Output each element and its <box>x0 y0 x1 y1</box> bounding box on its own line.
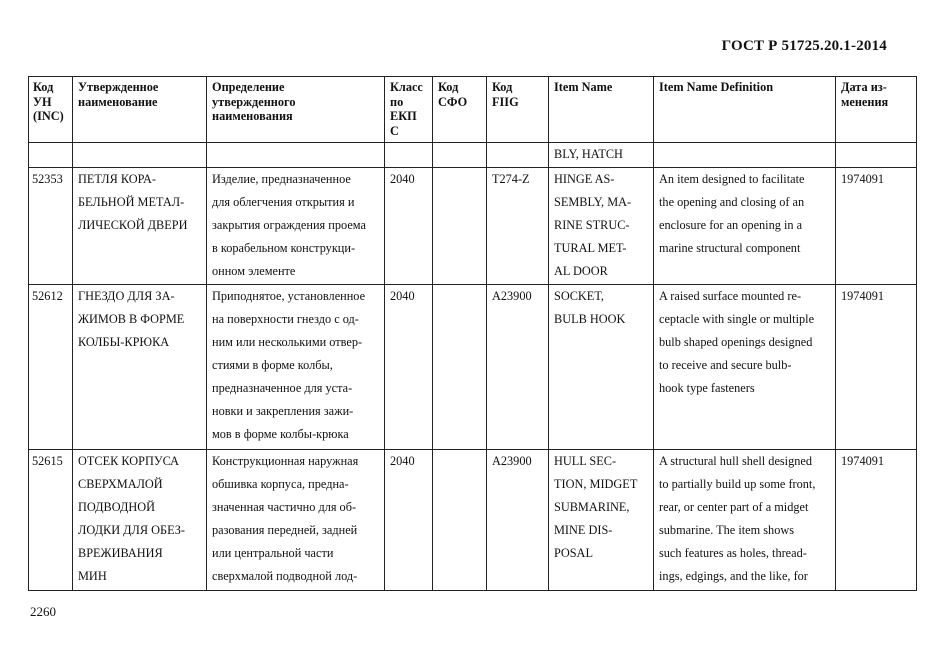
cell-inc: 52612 <box>29 285 73 450</box>
table-row <box>29 285 917 450</box>
cell-fiig: A23900 <box>487 285 549 450</box>
document-code: ГОСТ Р 51725.20.1-2014 <box>721 38 887 54</box>
cell-approved-name: ГНЕЗДО ДЛЯ ЗА- ЖИМОВ В ФОРМЕ КОЛБЫ-КРЮКА <box>73 285 207 450</box>
cell-approved-name: ОТСЕК КОРПУСА СВЕРХМАЛОЙ ПОДВОДНОЙ ЛОДКИ ДЛЯ ОБЕЗ- ВРЕЖИВАНИЯ МИН <box>73 450 207 591</box>
cell <box>207 143 385 168</box>
cell-sfo <box>433 285 487 450</box>
cell-item-name: HINGE AS- SEMBLY, MA- RINE STRUC- TURAL MET- AL DOOR <box>549 168 654 285</box>
cell-inc: 52353 <box>29 168 73 285</box>
col-header-definition: Определение утвержденного наименования <box>207 77 385 143</box>
cell-inc: 52615 <box>29 450 73 591</box>
cell-class: 2040 <box>385 168 433 285</box>
cell <box>654 143 836 168</box>
cell-class: 2040 <box>385 450 433 591</box>
col-header-sfo: Код СФО <box>433 77 487 143</box>
cell-definition: Изделие, предназначенное для облегчения открытия и закрытия ограждения проема в корабельном конструкци- онном элементе <box>207 168 385 285</box>
cell-item-definition: A raised surface mounted re- ceptacle with single or multiple bulb shaped openings designed to receive and secure bulb- hook type fasteners <box>654 285 836 450</box>
cell-item-definition: An item designed to facilitate the opening and closing of an enclosure for an opening in a marine structural component <box>654 168 836 285</box>
col-header-item-definition: Item Name Definition <box>654 77 836 143</box>
cell-date: 1974091 <box>836 285 917 450</box>
cell-fiig: T274-Z <box>487 168 549 285</box>
cell <box>385 143 433 168</box>
table-header-row <box>29 77 917 143</box>
col-header-class: Класс по ЕКП С <box>385 77 433 143</box>
cell-fiig: A23900 <box>487 450 549 591</box>
cell-date: 1974091 <box>836 450 917 591</box>
cell-item-name: BLY, HATCH <box>549 143 654 168</box>
cell <box>73 143 207 168</box>
page-number: 2260 <box>30 604 56 619</box>
col-header-inc: Код УН (INC) <box>29 77 73 143</box>
col-header-item-name: Item Name <box>549 77 654 143</box>
cell-definition: Конструкционная наружная обшивка корпуса, предна- значенная частично для об- разования передней, задней или центральной части сверхмалой подводной лод- <box>207 450 385 591</box>
col-header-fiig: Код FIIG <box>487 77 549 143</box>
item-name-table <box>28 76 917 591</box>
cell <box>836 143 917 168</box>
table-row <box>29 450 917 591</box>
cell <box>29 143 73 168</box>
col-header-approved-name: Утвержденное наименование <box>73 77 207 143</box>
table-row <box>29 168 917 285</box>
cell-sfo <box>433 450 487 591</box>
cell <box>433 143 487 168</box>
cell-item-definition: A structural hull shell designed to partially build up some front, rear, or center part of a midget submarine. The item shows such features as holes, thread- ings, edgings, and the like, for <box>654 450 836 591</box>
col-header-date: Дата из- менения <box>836 77 917 143</box>
table-row-continuation <box>29 143 917 168</box>
cell-approved-name: ПЕТЛЯ КОРА- БЕЛЬНОЙ МЕТАЛ- ЛИЧЕСКОЙ ДВЕРИ <box>73 168 207 285</box>
cell-sfo <box>433 168 487 285</box>
cell-class: 2040 <box>385 285 433 450</box>
cell-date: 1974091 <box>836 168 917 285</box>
cell <box>487 143 549 168</box>
cell-definition: Приподнятое, установленное на поверхности гнездо с од- ним или несколькими отвер- стиями в форме колбы, предназначенное для уста- новки и закрепления зажи- мов в форме колбы-крюка <box>207 285 385 450</box>
cell-item-name: HULL SEC- TION, MIDGET SUBMARINE, MINE DIS- POSAL <box>549 450 654 591</box>
cell-item-name: SOCKET, BULB HOOK <box>549 285 654 450</box>
